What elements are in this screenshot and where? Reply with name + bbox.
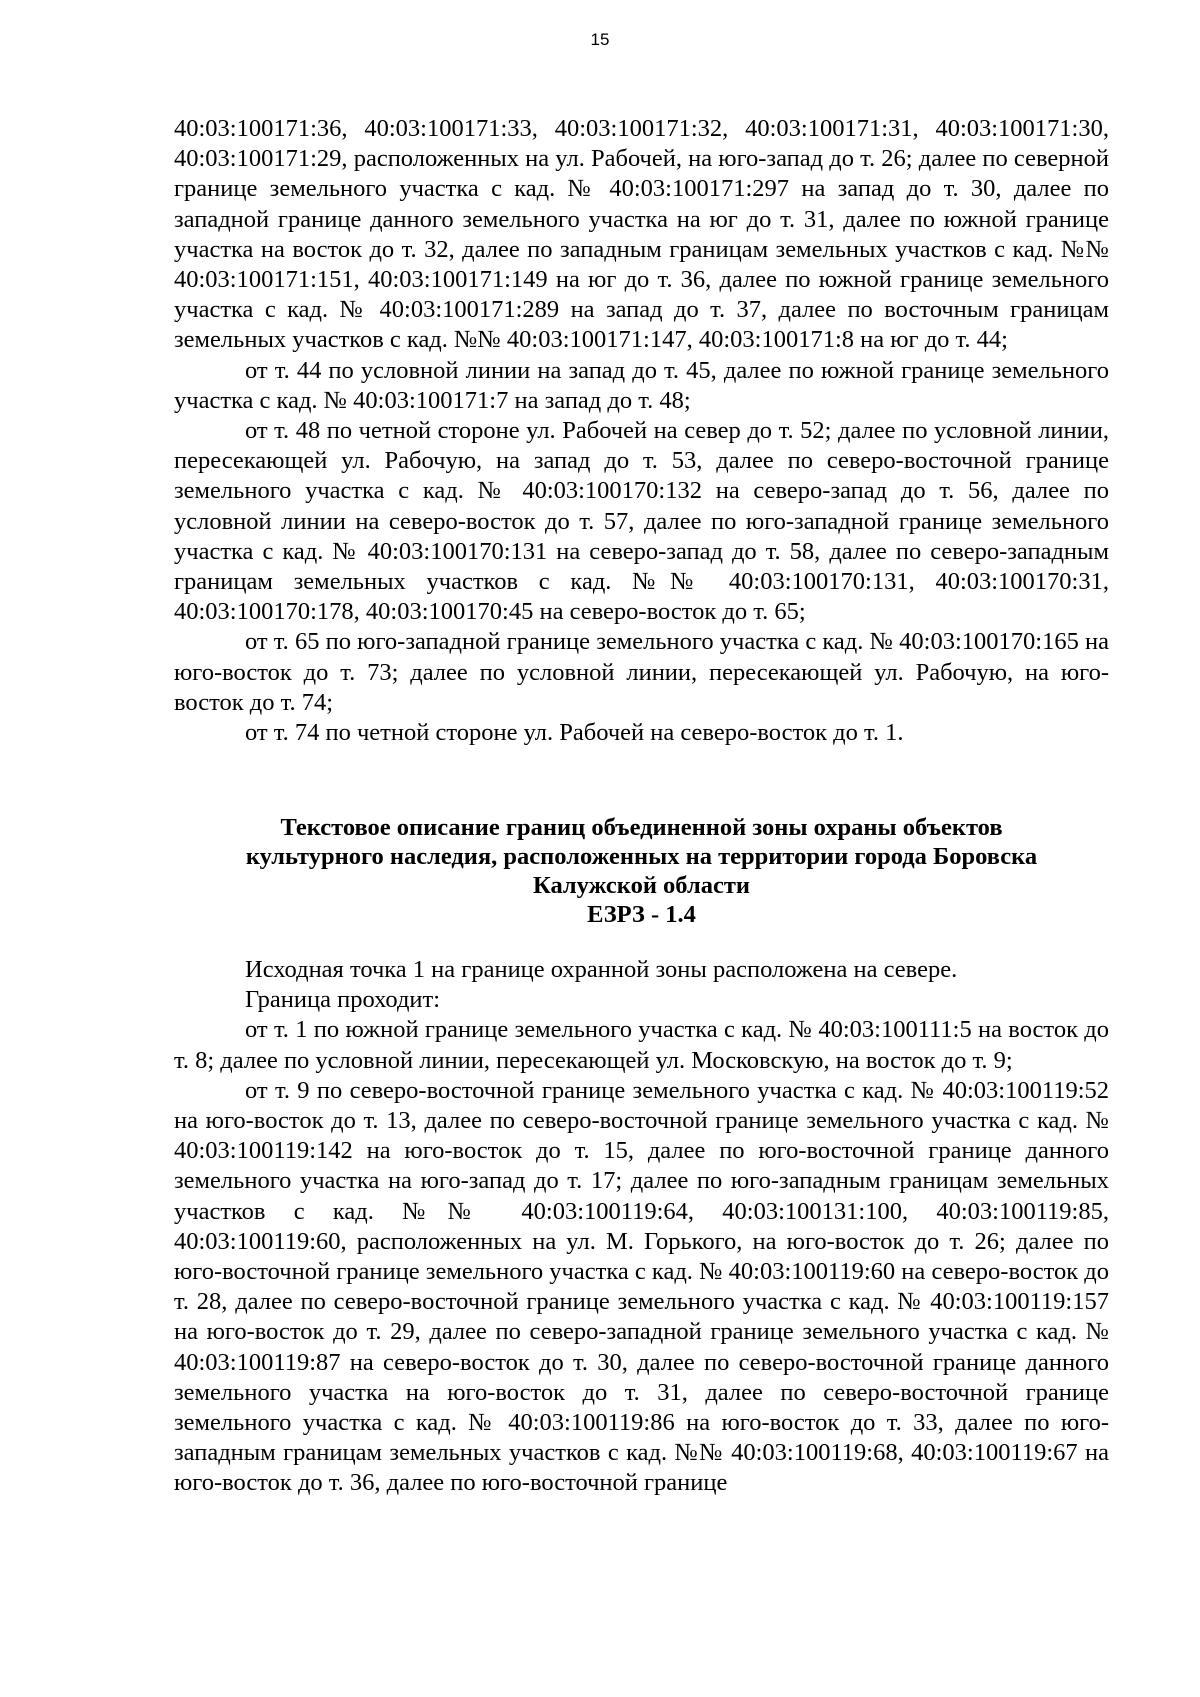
heading-line: культурного наследия, расположенных на территории города Боровска bbox=[245, 843, 1038, 870]
heading-line: Текстовое описание границ объединенной зоны охраны объектов bbox=[280, 814, 1003, 841]
paragraph: от т. 44 по условной линии на запад до т. 45, далее по южной границе земельного участка с кад. № 40:03:100171:7 на запад до т. 48; bbox=[174, 356, 1109, 414]
paragraph: от т. 74 по четной стороне ул. Рабочей на северо-восток до т. 1. bbox=[245, 719, 904, 747]
paragraph: Граница проходит: bbox=[245, 986, 441, 1014]
page-number: 15 bbox=[590, 30, 610, 49]
paragraph: Исходная точка 1 на границе охранной зоны расположена на севере. bbox=[245, 956, 958, 983]
paragraph: от т. 48 по четной стороне ул. Рабочей на север до т. 52; далее по условной линии, пересекающей ул. Рабочую, на запад до т. 53, далее по северо-восточной границе земельного участка с кад. № 40:03:100170:132 на северо-запад до т. 56, далее по условной линии на северо-восток до т. 57, далее по юго-западной границе земельного участка с кад. № 40:03:100170:131 на северо-запад до т. 58, далее по северо-западным границам земельных участков с кад. №№ 40:03:100170:131, 40:03:100170:31, 40:03:100170:178, 40:03:100170:45 на северо-восток до т. 65; bbox=[174, 417, 1109, 626]
paragraph: 40:03:100171:36, 40:03:100171:33, 40:03:100171:32, 40:03:100171:31, 40:03:100171:30, 40:03:100171:29, расположенных на ул. Рабочей, на юго-запад до т. 26; далее по северной границе земельного участка с кад. № 40:03:100171:297 на запад до т. 30, далее по западной границе данного земельного участка на юг до т. 31, далее по южной границе участка на восток до т. 32, далее по западным границам земельных участков с кад. №№ 40:03:100171:151, 40:03:100171:149 на юг до т. 36, далее по южной границе земельного участка с кад. № 40:03:100171:289 на запад до т. 37, далее по восточным границам земельных участков с кад. №№ 40:03:100171:147, 40:03:100171:8 на юг до т. 44; bbox=[174, 115, 1109, 354]
section-heading bbox=[174, 813, 1109, 929]
paragraph: от т. 65 по юго-западной границе земельного участка с кад. № 40:03:100170:165 на юго-восток до т. 73; далее по условной линии, пересекающей ул. Рабочую, на юго-восток до т. 74; bbox=[174, 628, 1109, 716]
heading-line: Калужской области bbox=[533, 872, 750, 899]
heading-code: ЕЗРЗ - 1.4 bbox=[587, 901, 696, 928]
section-2-text bbox=[174, 955, 1109, 1499]
section-1-text bbox=[174, 114, 1109, 748]
paragraph: от т. 9 по северо-восточной границе земельного участка с кад. № 40:03:100119:52 на юго-восток до т. 13, далее по северо-восточной границе земельного участка с кад. № 40:03:100119:142 на юго-восток до т. 15, далее по юго-восточной границе данного земельного участка на юго-запад до т. 17; далее по юго-западным границам земельных участков с кад. №№ 40:03:100119:64, 40:03:100131:100, 40:03:100119:85, 40:03:100119:60, расположенных на ул. М. Горького, на юго-восток до т. 26; далее по юго-восточной границе земельного участка с кад. № 40:03:100119:60 на северо-восток до т. 28, далее по северо-восточной границе земельного участка с кад. № 40:03:100119:157 на юго-восток до т. 29, далее по северо-западной границе земельного участка с кад. № 40:03:100119:87 на северо-восток до т. 30, далее по северо-восточной границе данного земельного участка на юго-восток до т. 31, далее по северо-восточной границе земельного участка с кад. № 40:03:100119:86 на юго-восток до т. 33, далее по юго-западным границам земельных участков с кад. №№ 40:03:100119:68, 40:03:100119:67 на юго-восток до т. 36, далее по юго-восточной границе bbox=[174, 1076, 1109, 1497]
paragraph: от т. 1 по южной границе земельного участка с кад. № 40:03:100111:5 на восток до т. 8; далее по условной линии, пересекающей ул. Московскую, на восток до т. 9; bbox=[174, 1016, 1109, 1074]
